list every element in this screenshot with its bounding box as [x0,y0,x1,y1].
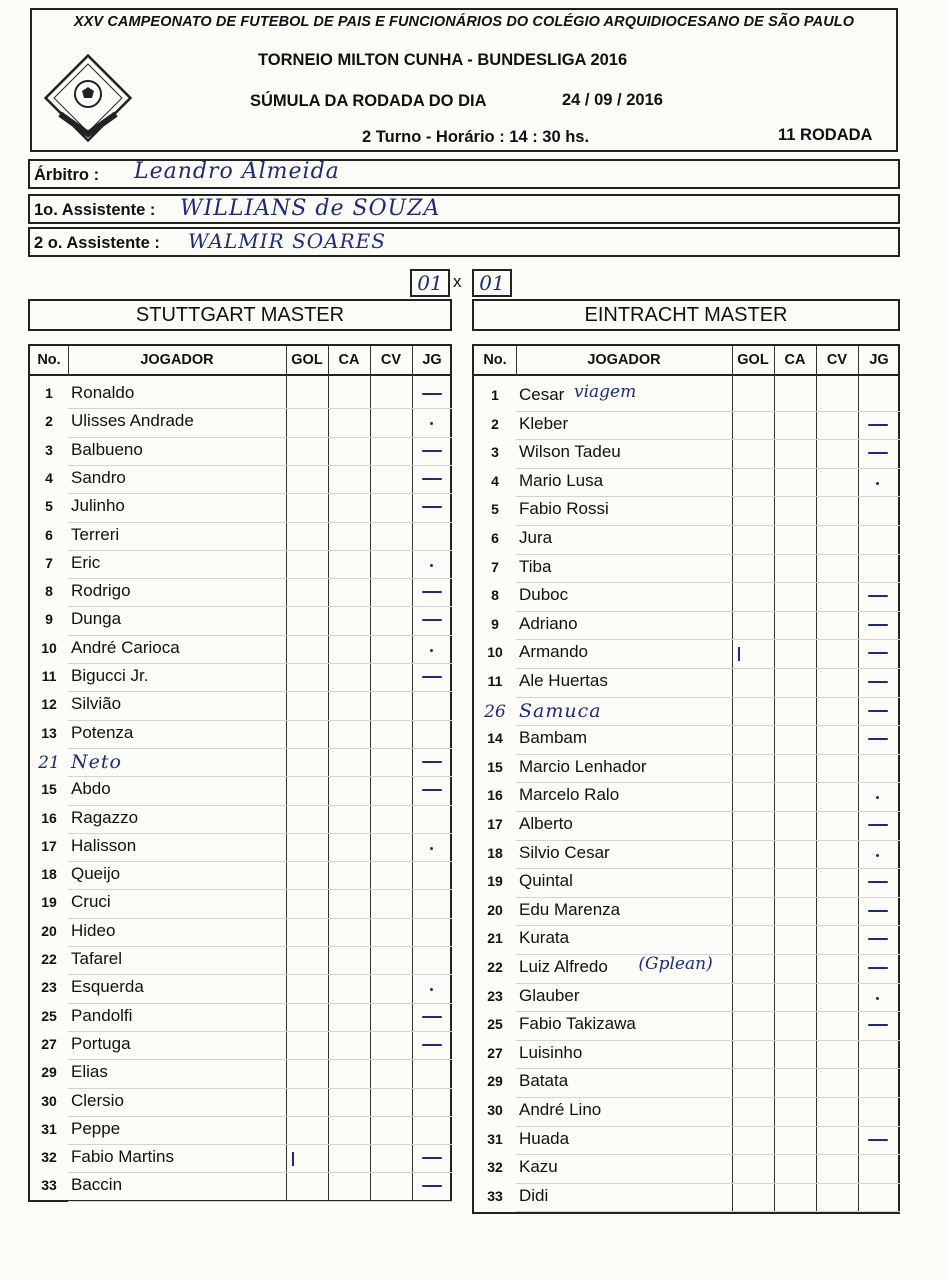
row-separator [516,1126,900,1127]
player-name: Batata [519,1071,569,1091]
row-separator [516,811,900,812]
player-number: 18 [487,844,503,861]
row-separator [68,1003,452,1004]
player-number: 29 [487,1073,503,1090]
player-number: 16 [41,809,57,826]
played-mark [422,478,442,480]
row-separator [516,1011,900,1012]
player-number: 15 [487,758,503,775]
played-mark [868,938,888,940]
column-header-ca: CA [784,352,806,368]
played-mark [422,506,442,508]
player-number: 18 [41,866,57,883]
player-name: Elias [71,1062,108,1082]
player-number: 3 [491,444,499,461]
row-separator [516,525,900,526]
player-number: 10 [487,644,503,661]
row-separator [516,639,900,640]
player-number: 22 [41,951,57,967]
row-separator [516,840,900,841]
column-header-gol: GOL [291,352,323,368]
player-number: 33 [41,1177,57,1194]
row-separator [68,1144,452,1145]
row-separator [68,974,452,975]
home-roster-table [28,344,452,1202]
player-number: 25 [41,1007,57,1024]
player-name: Silvio Cesar [519,842,610,862]
player-name: Cruci [71,892,111,912]
roster-header [474,346,898,376]
player-number: 27 [487,1044,503,1061]
row-separator [516,1040,900,1041]
played-mark [868,681,888,683]
referee-row [28,159,900,189]
player-name: Terreri [71,524,120,544]
tournament-title: TORNEIO MILTON CUNHA - BUNDESLIGA 2016 [258,51,628,69]
player-name: André Carioca [71,637,180,657]
column-divider [286,346,287,1200]
player-name: Marcio Lenhador [519,756,647,776]
home-team-name: STUTTGART MASTER [28,299,452,331]
player-name: Duboc [519,585,569,605]
assistant1-name: WILLIANS de SOUZA [180,196,441,221]
row-separator [516,1097,900,1098]
player-name: Bigucci Jr. [71,666,149,685]
player-number: 15 [41,781,57,798]
row-separator [516,468,900,469]
row-separator [516,897,900,898]
away-score: 01 [479,271,505,295]
player-name: Portuga [71,1033,131,1053]
played-mark [868,452,888,454]
player-number: 17 [41,837,57,854]
player-name: Samuca [519,699,602,722]
played-mark [868,824,888,826]
player-name: Balbueno [71,439,143,459]
row-separator [68,691,452,692]
home-score: 01 [417,271,443,295]
row-separator [516,925,900,926]
player-number: 21 [38,752,60,773]
player-name: Rodrigo [71,581,131,601]
player-name: Neto [71,750,122,773]
player-number: 4 [45,469,53,486]
row-separator [68,918,452,919]
played-mark [422,1044,442,1046]
player-number: 9 [491,615,499,632]
column-header-no: No. [37,352,61,368]
player-name: Didi [519,1185,549,1205]
player-name: Ronaldo [71,383,135,402]
player-name: Ale Huertas [519,671,608,690]
row-separator [68,1059,452,1060]
assistant1-label: 1o. Assistente : [34,201,156,219]
player-number: 7 [45,554,53,571]
row-separator [68,889,452,890]
player-number: 11 [41,668,57,684]
column-divider [774,346,775,1212]
row-separator [516,1183,900,1184]
match-date: 24 / 09 / 2016 [562,91,663,109]
row-separator [516,411,900,412]
row-separator [516,496,900,497]
player-number: 32 [41,1149,57,1166]
player-number: 20 [41,922,57,939]
played-mark [868,652,888,654]
player-name: Fabio Rossi [519,499,609,519]
played-mark [422,619,442,621]
row-separator [516,754,900,755]
row-separator [516,668,900,669]
player-number: 12 [41,696,57,713]
player-name: Pandolfi [71,1005,133,1025]
column-header-cv: CV [826,352,848,368]
column-header-no: No. [483,352,507,368]
player-number: 21 [487,930,503,947]
player-name: Potenza [71,722,134,742]
player-name: Eric [71,552,101,572]
row-separator [516,782,900,783]
sumula-label: SÚMULA DA RODADA DO DIA [250,92,487,110]
played-mark [868,967,888,969]
player-name: Sandro [71,467,126,487]
player-number: 30 [41,1092,57,1109]
row-separator [68,1088,452,1089]
player-number: 1 [45,385,53,401]
player-name: Ulisses Andrade [71,411,194,431]
player-name: Alberto [519,814,573,833]
column-header-player: JOGADOR [140,352,214,368]
column-header-gol: GOL [737,352,769,368]
player-name: Luiz Alfredo [519,957,608,976]
player-number: 27 [41,1035,57,1052]
assistant2-row [28,227,900,257]
player-number: 9 [45,611,53,628]
player-name: Tiba [519,556,552,576]
player-note: (Gplean) [638,954,713,974]
played-mark [868,624,888,626]
played-mark [422,1157,442,1159]
player-name: Kazu [519,1157,558,1177]
row-separator [516,1068,900,1069]
column-header-jg: JG [422,352,442,368]
championship-logo-icon [40,50,136,146]
row-separator [516,1211,900,1212]
organization-title: XXV CAMPEONATO DE FUTEBOL DE PAIS E FUNCIONÁRIOS DO COLÉGIO ARQUIDIOCESANO DE SÃO PAULO [73,14,855,30]
column-divider [816,346,817,1212]
player-name: Marcelo Ralo [519,785,620,805]
played-dot-mark [876,854,879,857]
player-number: 8 [45,583,53,600]
player-name: Cesar [519,385,565,404]
row-separator [516,1154,900,1155]
away-team-name: EINTRACHT MASTER [472,299,900,331]
player-name: Mario Lusa [519,470,604,490]
referee-label: Árbitro : [34,166,100,184]
row-separator [516,611,900,612]
played-mark [868,1139,888,1141]
player-name: André Lino [519,1100,602,1119]
column-divider [370,346,371,1200]
player-number: 6 [45,526,53,543]
row-separator [68,833,452,834]
player-name: Jura [519,528,553,547]
player-name: Luisinho [519,1042,583,1062]
player-name: Abdo [71,779,111,799]
row-separator [68,1031,452,1032]
player-number: 3 [45,441,53,458]
played-mark [868,424,888,426]
played-dot-mark [876,796,879,799]
column-divider [328,346,329,1200]
away-score-box [472,269,512,297]
column-divider [858,346,859,1212]
goal-mark [292,1152,294,1166]
player-number: 20 [487,901,503,918]
home-score-box [410,269,450,297]
row-separator [68,550,452,551]
row-separator [68,776,452,777]
column-divider [732,346,733,1212]
player-name: Clersio [71,1090,124,1110]
played-dot-mark [876,482,879,485]
roster-header [30,346,450,376]
player-name: Peppe [71,1118,121,1138]
player-name: Bambam [519,728,588,748]
column-header-cv: CV [380,352,402,368]
player-note: viagem [574,382,637,402]
player-number: 26 [484,701,506,722]
player-name: Glauber [519,985,580,1005]
player-name: Baccin [71,1175,123,1195]
played-dot-mark [430,564,433,567]
player-number: 29 [41,1064,57,1081]
played-mark [422,591,442,593]
played-dot-mark [876,997,879,1000]
played-mark [422,1185,442,1187]
played-dot-mark [430,847,433,850]
player-name: Hideo [71,920,116,940]
assistant1-row [28,194,900,224]
row-separator [516,868,900,869]
played-dot-mark [430,422,433,425]
player-number: 2 [491,415,499,432]
player-number: 10 [41,639,57,656]
row-separator [68,465,452,466]
played-mark [868,910,888,912]
played-mark [868,738,888,740]
column-header-jg: JG [869,352,889,368]
row-separator [68,720,452,721]
row-separator [68,861,452,862]
played-mark [422,789,442,791]
row-separator [516,554,900,555]
player-name: Armando [519,642,588,662]
row-separator [68,606,452,607]
row-separator [68,522,452,523]
row-separator [68,437,452,438]
assistant2-label: 2 o. Assistente : [34,234,160,252]
player-name: Quintal [519,871,573,891]
player-number: 32 [487,1159,503,1176]
player-number: 4 [491,472,499,489]
player-name: Dunga [71,609,122,629]
player-name: Julinho [71,496,125,516]
row-separator [516,439,900,440]
row-separator [68,663,452,664]
played-mark [422,761,442,763]
row-separator [68,748,452,749]
player-number: 16 [487,787,503,804]
played-mark [868,710,888,712]
played-mark [422,393,442,395]
assistant2-name: WALMIR SOARES [188,229,386,253]
player-number: 23 [487,987,503,1004]
column-header-ca: CA [338,352,360,368]
player-name: Fabio Takizawa [519,1014,636,1034]
player-name: Silvião [71,694,122,714]
player-number: 23 [41,979,57,996]
player-number: 5 [45,498,53,515]
player-name: Edu Marenza [519,899,621,919]
player-number: 6 [491,530,499,546]
played-mark [868,595,888,597]
row-separator [516,582,900,583]
row-separator [516,983,900,984]
player-name: Huada [519,1128,570,1148]
player-name: Fabio Martins [71,1147,174,1167]
rodada-label: 11 RODADA [778,126,873,144]
player-number: 1 [491,387,499,403]
row-separator [516,697,900,698]
player-name: Tafarel [71,949,123,968]
row-separator [68,635,452,636]
column-divider [412,346,413,1200]
away-roster-table [472,344,900,1214]
player-name: Kurata [519,928,570,948]
player-name: Adriano [519,613,578,633]
player-name: Esquerda [71,977,144,997]
player-name: Halisson [71,835,137,855]
row-separator [68,493,452,494]
played-dot-mark [430,649,433,652]
goal-mark [738,647,740,661]
player-number: 8 [491,587,499,604]
player-number: 31 [41,1120,57,1137]
column-header-player: JOGADOR [587,352,661,368]
player-number: 5 [491,501,499,518]
score-separator: x [453,272,462,291]
column-divider [516,346,517,376]
played-mark [868,1024,888,1026]
player-number: 25 [487,1016,503,1033]
player-number: 19 [41,894,57,911]
row-separator [68,578,452,579]
played-mark [422,1016,442,1018]
row-separator [68,805,452,806]
turno-horario: 2 Turno - Horário : 14 : 30 hs. [362,128,590,146]
row-separator [68,408,452,409]
player-name: Ragazzo [71,807,139,827]
row-separator [516,725,900,726]
row-separator [68,1172,452,1173]
player-number: 13 [41,724,57,741]
player-number: 14 [487,730,503,747]
player-number: 31 [487,1130,503,1147]
row-separator [68,1201,452,1202]
player-name: Wilson Tadeu [519,442,621,462]
played-mark [422,676,442,678]
player-number: 19 [487,873,503,890]
row-separator [68,946,452,947]
player-number: 33 [487,1187,503,1204]
player-number: 22 [487,959,503,975]
player-number: 7 [491,558,499,575]
played-mark [868,881,888,883]
row-separator [68,1116,452,1117]
player-name: Kleber [519,413,569,433]
player-number: 30 [487,1102,503,1118]
player-number: 17 [487,816,503,832]
referee-name: Leandro Almeida [134,159,340,184]
player-number: 2 [45,413,53,430]
header-box [30,8,898,152]
played-dot-mark [430,988,433,991]
player-name: Queijo [71,864,121,884]
column-divider [68,346,69,376]
played-mark [422,450,442,452]
player-number: 11 [487,673,503,689]
